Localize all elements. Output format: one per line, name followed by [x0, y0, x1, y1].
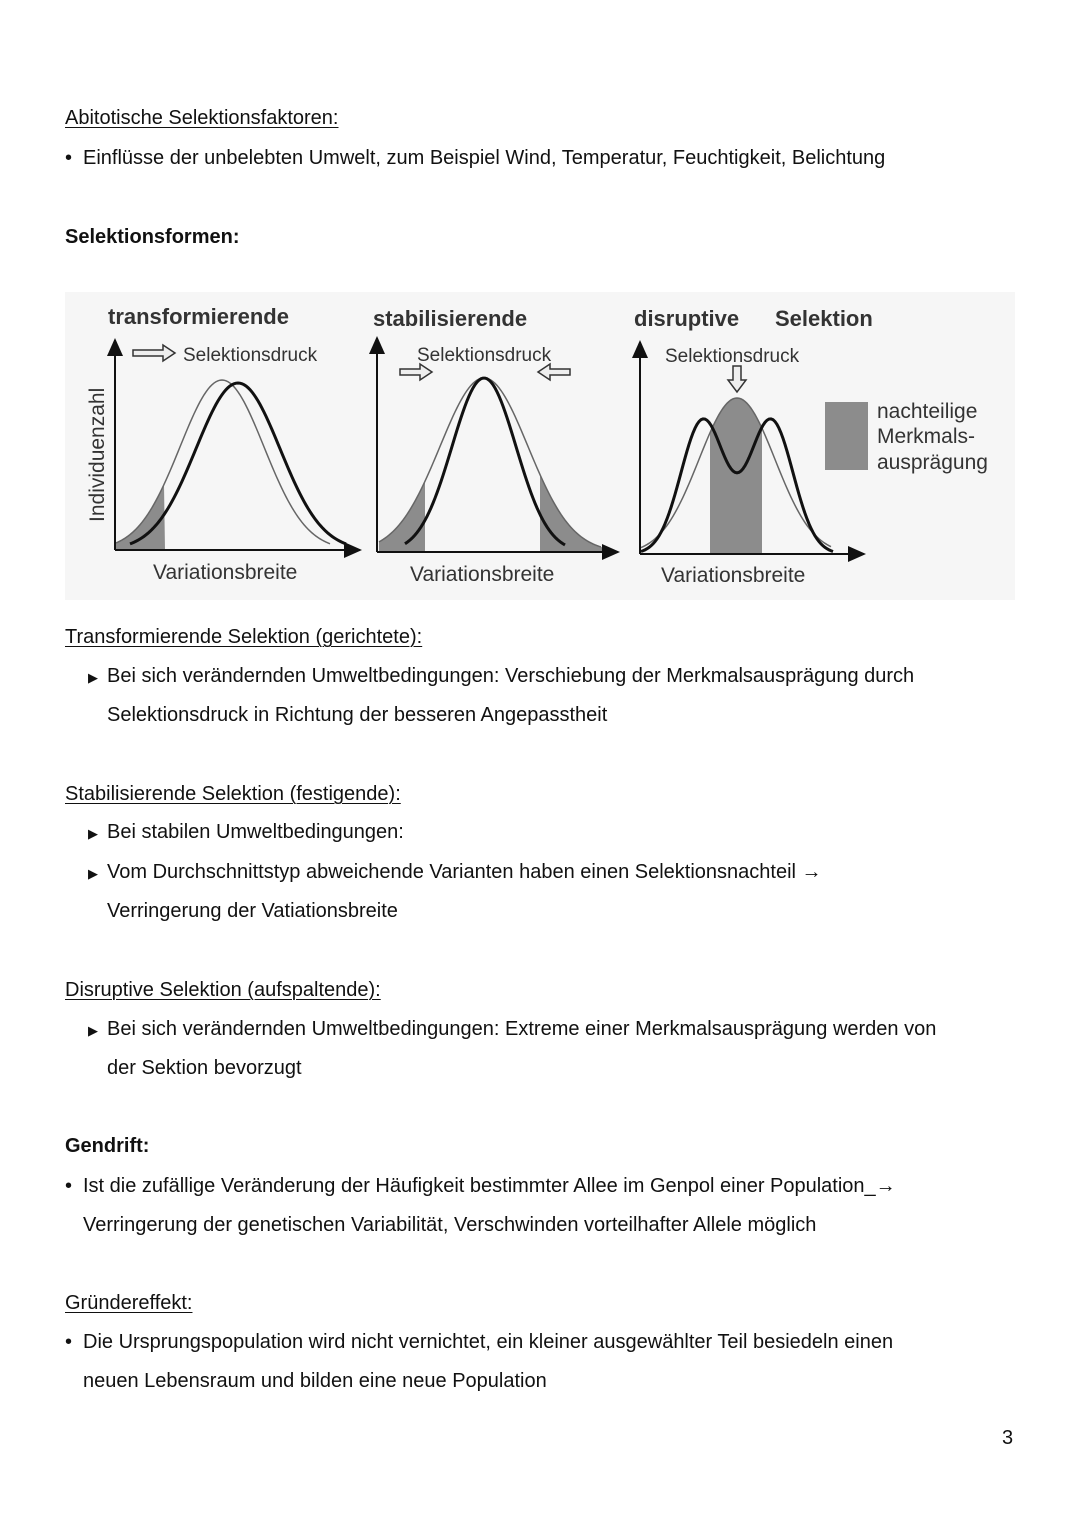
selection-forms-diagram: [65, 292, 1015, 600]
legend-line-1: nachteilige: [877, 400, 978, 423]
abiotic-bullet: Einflüsse der unbelebten Umwelt, zum Beispiel Wind, Temperatur, Feuchtigkeit, Belichtung: [83, 147, 886, 169]
disrupt-line-1: Bei sich verändernden Umweltbedingungen: Extreme einer Merkmalsausprägung werden von: [107, 1018, 937, 1040]
abiotic-heading: Abitotische Selektionsfaktoren:: [65, 107, 339, 129]
stabil-line-2: Vom Durchschnittstyp abweichende Varianten haben einen Selektionsnachteil →: [107, 861, 822, 883]
founder-line-1: Die Ursprungspopulation wird nicht vernichtet, ein kleiner ausgewählter Teil besiedeln einen: [83, 1331, 894, 1353]
y-axis-label: Individuenzahl: [86, 387, 109, 522]
disrupt-heading: Disruptive Selektion (aufspaltende):: [65, 979, 381, 1001]
drift-line-2: Verringerung der genetischen Variabilität, Verschwinden vorteilhafter Allele möglich: [83, 1214, 817, 1236]
page-number: 3: [1002, 1427, 1014, 1449]
pressure-arrow-left-icon: [538, 364, 570, 380]
bullet-dot: •: [65, 1175, 73, 1197]
triangle-bullet-icon: ▶: [88, 670, 98, 685]
disadvantaged-area-right: [540, 475, 602, 552]
pressure-label-2: Selektionsdruck: [417, 345, 552, 366]
x-axis-label-1: Variationsbreite: [153, 561, 298, 584]
transform-heading: Transformierende Selektion (gerichtete):: [65, 626, 423, 648]
title-stabilisierende: stabilisierende: [373, 306, 528, 331]
founder-line-2: neuen Lebensraum und bilden eine neue Population: [83, 1370, 547, 1392]
title-disruptive: disruptive: [634, 306, 740, 331]
legend-line-2: Merkmals-: [877, 425, 975, 448]
legend-line-3: ausprägung: [877, 451, 988, 474]
bullet-dot: •: [65, 1331, 73, 1353]
pressure-arrow-down-icon: [728, 366, 746, 392]
stabil-line-3: Verringerung der Vatiationsbreite: [107, 900, 398, 922]
stabil-line-1: Bei stabilen Umweltbedingungen:: [107, 821, 404, 843]
title-selektion: Selektion: [775, 306, 873, 331]
pressure-arrow-right-icon: [400, 364, 432, 380]
triangle-bullet-icon: ▶: [88, 866, 98, 881]
transform-line-2: Selektionsdruck in Richtung der besseren Angepasstheit: [107, 704, 608, 726]
legend-swatch: [825, 402, 868, 470]
triangle-bullet-icon: ▶: [88, 826, 98, 841]
x-axis-label-2: Variationsbreite: [410, 563, 555, 586]
stabil-heading: Stabilisierende Selektion (festigende):: [65, 783, 401, 805]
bullet-dot: •: [65, 147, 73, 169]
x-axis-label-3: Variationsbreite: [661, 564, 806, 587]
drift-heading: Gendrift:: [65, 1135, 150, 1157]
founder-heading: Gründereffekt:: [65, 1292, 193, 1314]
forms-heading: Selektionsformen:: [65, 226, 240, 248]
disrupt-line-2: der Sektion bevorzugt: [107, 1057, 302, 1079]
pressure-label-1: Selektionsdruck: [183, 345, 318, 366]
transform-line-1: Bei sich verändernden Umweltbedingungen: Verschiebung der Merkmalsausprägung durch: [107, 665, 915, 687]
pressure-arrow-right-icon: [133, 345, 175, 361]
triangle-bullet-icon: ▶: [88, 1023, 98, 1038]
disadvantaged-area: [710, 398, 762, 554]
title-transformierende: transformierende: [108, 304, 289, 329]
drift-line-1: Ist die zufällige Veränderung der Häufigkeit bestimmter Allee im Genpol einer Population_→: [83, 1175, 896, 1197]
pressure-label-3: Selektionsdruck: [665, 346, 800, 367]
disadvantaged-area-left: [379, 481, 425, 552]
